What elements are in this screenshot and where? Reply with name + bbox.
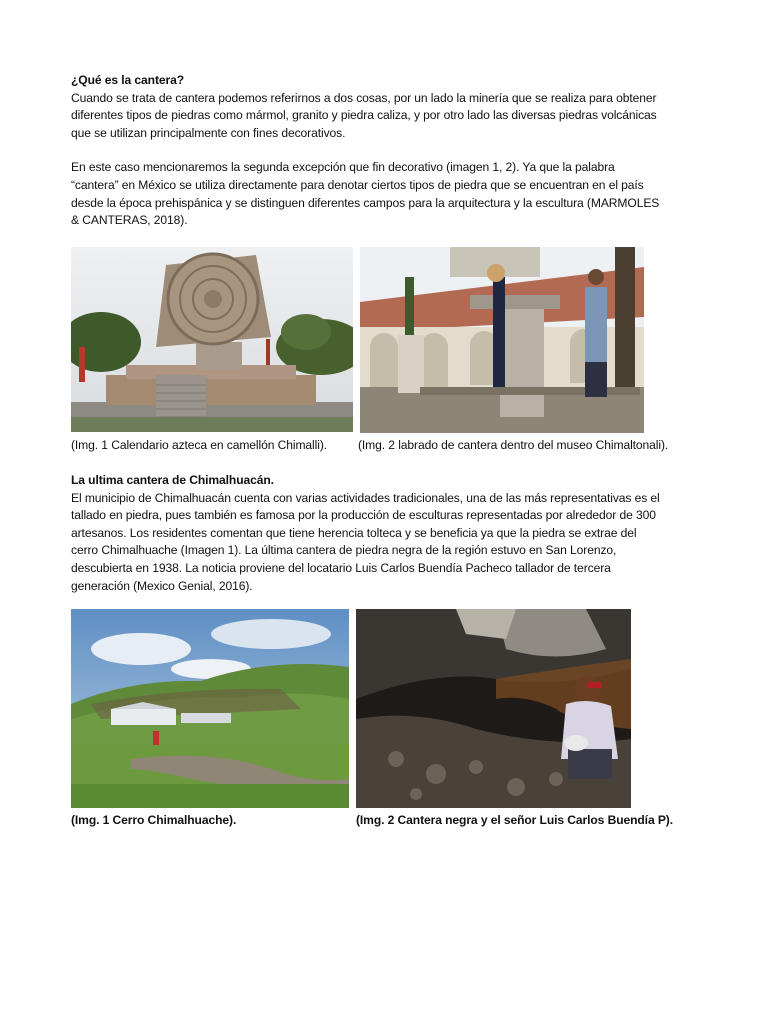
- paragraph-line: generación (Mexico Genial, 2016).: [71, 578, 253, 593]
- paragraph-line: El municipio de Chimalhuacán cuenta con varias actividades tradicionales, una de las más representativas es el: [71, 490, 660, 505]
- caption-img2-cantera-negra: (Img. 2 Cantera negra y el señor Luis Carlos Buendía P).: [356, 813, 673, 827]
- paragraph-line: En este caso mencionaremos la segunda excepción que fin decorativo (imagen 1, 2). Ya que la palabra: [71, 160, 615, 175]
- section-heading-chimalhuacan: La ultima cantera de Chimalhuacán.: [71, 473, 274, 487]
- caption-img1-cerro: (Img. 1 Cerro Chimalhuache).: [71, 813, 237, 827]
- photo-calendario-azteca: [71, 247, 353, 432]
- paragraph-line: diferentes tipos de piedras como mármol, granito y piedra caliza, y por otro lado las diversas piedras volcánicas: [71, 108, 657, 123]
- caption-img1-calendario: (Img. 1 Calendario azteca en camellón Chimalli).: [71, 438, 328, 452]
- photo-cerro-chimalhuache: [71, 609, 349, 808]
- paragraph-line: artesanos. Los residentes comentan que tiene herencia tolteca y se beneficia ya que la piedra se extrae del: [71, 525, 637, 540]
- paragraph-line: “cantera” en México se utiliza directamente para denotar ciertos tipos de piedra que se encuentran en el país: [71, 177, 644, 192]
- photo-labrado-cantera: [360, 247, 644, 433]
- paragraph-line: Cuando se trata de cantera podemos referirnos a dos cosas, por un lado la minería que se realiza para obtener: [71, 90, 657, 105]
- document-page: [71, 72, 703, 230]
- paragraph-line: que se utilizan principalmente con fines decorativos.: [71, 125, 346, 140]
- paragraph-line: & CANTERAS, 2018).: [71, 213, 188, 228]
- paragraph-line: descubierta en 1938. La noticia proviene del locatario Luis Carlos Buendía Pacheco tallador de tercera: [71, 560, 611, 575]
- photo-cantera-negra: [356, 609, 631, 808]
- caption-img2-labrado: (Img. 2 labrado de cantera dentro del museo Chimaltonali).: [358, 438, 669, 452]
- section-heading-cantera: ¿Qué es la cantera?: [71, 73, 185, 87]
- paragraph-line: cerro Chimalhuache (Imagen 1). La última cantera de piedra negra de la región estuvo en San Lorenzo,: [71, 543, 617, 558]
- paragraph-line: desde la época prehispánica y se distinguen diferentes campos para la arquitectura y la escultura (MARMOLES: [71, 195, 660, 210]
- section-chimalhuacan: [71, 472, 703, 595]
- paragraph-line: tallado en piedra, pues también es famosa por la producción de esculturas representadas por alrededor de 300: [71, 508, 656, 523]
